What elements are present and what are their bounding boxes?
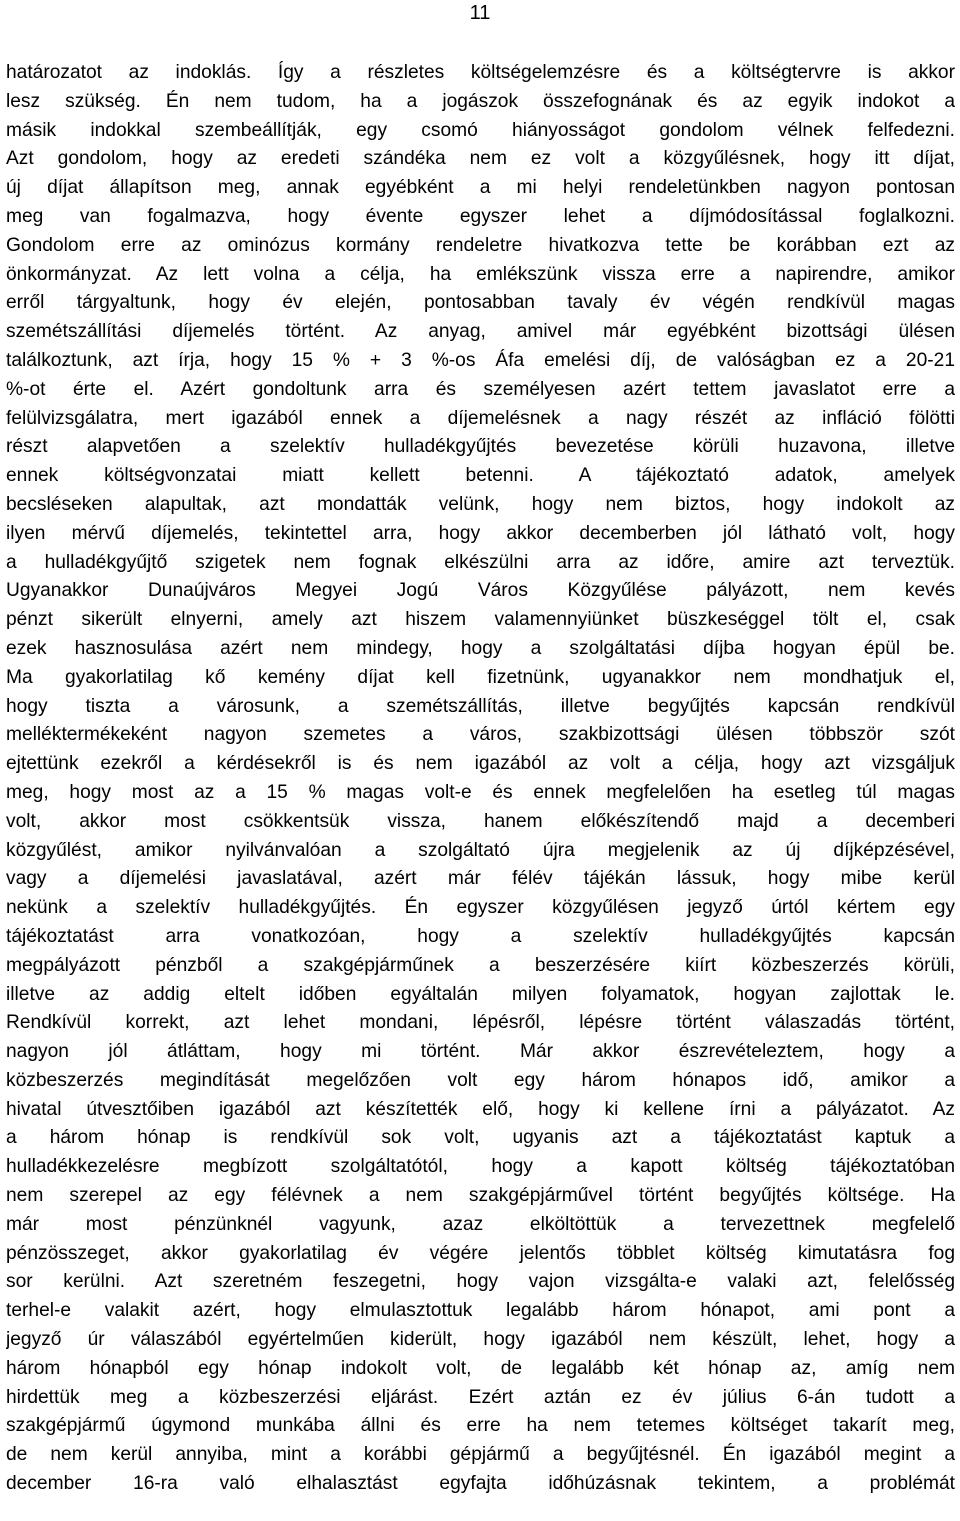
text-line: december 16-ra való elhalasztást egyfajta időhúzásnak tekintem, a problémát: [6, 1473, 955, 1495]
text-line: határozatot az indoklás. Így a részletes költségelemzésre és a költségtervre is akkor: [6, 62, 955, 83]
text-line: jegyző úr válaszából egyértelműen kiderült, hogy igazából nem készült, lehet, hogy a: [6, 1329, 955, 1351]
text-line: %-ot érte el. Azért gondoltunk arra és személyesen azért tettem javaslatot erre a: [6, 378, 955, 400]
text-line: ejtettünk ezekről a kérdésekről is és nem igazából az volt a célja, hogy azt vizsgáljuk: [6, 753, 955, 775]
text-line: nekünk a szelektív hulladékgyűjtés. Én egyszer közgyűlésen jegyző úrtól kértem egy: [6, 897, 955, 919]
text-line: ennek költségvonzatai miatt kellett betenni. A tájékoztató adatok, amelyek: [6, 465, 955, 487]
text-line: részt alapvetően a szelektív hulladékgyűjtés bevezetése körüli huzavona, illetve: [6, 436, 955, 458]
text-line: három hónapból egy hónap indokolt volt, de legalább két hónap az, amíg nem: [6, 1357, 955, 1379]
text-line: Ugyanakkor Dunaújváros Megyei Jogú Város Közgyűlése pályázott, nem kevés: [6, 580, 955, 602]
text-line: becsléseken alapultak, azt mondatták velünk, hogy nem biztos, hogy indokolt az: [6, 493, 955, 515]
text-line: a három hónap is rendkívül sok volt, ugyanis azt a tájékoztatást kaptuk a: [6, 1127, 955, 1149]
text-line: másik indokkal szembeállítják, egy csomó hiányosságot gondolom vélnek felfedezni.: [6, 119, 955, 141]
text-line: de nem kerül annyiba, mint a korábbi gépjármű a begyűjtésnél. Én igazából megint a: [6, 1444, 955, 1466]
text-line: Gondolom erre az ominózus kormány rendeletre hivatkozva tette be korábban ezt az: [6, 234, 955, 256]
text-line: pénzösszeget, akkor gyakorlatilag év végére jelentős többlet költség kimutatásra fog: [6, 1242, 955, 1264]
text-line: már most pénzünknél vagyunk, azaz elköltöttük a tervezettnek megfelelő: [6, 1213, 955, 1235]
text-line: Rendkívül korrekt, azt lehet mondani, lépésről, lépésre történt válaszadás történt,: [6, 1012, 955, 1034]
text-line: volt, akkor most csökkentsük vissza, hanem előkészítendő majd a decemberi: [6, 810, 955, 832]
text-line: közbeszerzés megindítását megelőzően volt egy három hónapos idő, amikor a: [6, 1069, 955, 1091]
text-line: közgyűlést, amikor nyilvánvalóan a szolgáltató újra megjelenik az új díjképzésével,: [6, 839, 955, 861]
text-line: meg van fogalmazva, hogy évente egyszer lehet a díjmódosítással foglalkozni.: [6, 205, 955, 227]
text-line: Ma gyakorlatilag kő kemény díjat kell fizetnünk, ugyanakkor nem mondhatjuk el,: [6, 666, 955, 688]
text-line: hulladékkezelésre megbízott szolgáltatótól, hogy a kapott költség tájékoztatóban: [6, 1156, 955, 1178]
text-line: találkoztunk, azt írja, hogy 15 % + 3 %-os Áfa emelési díj, de valóságban ez a 20-21: [6, 349, 955, 371]
text-line: sor kerülni. Azt szeretném feszegetni, hogy vajon vizsgálta-e valaki azt, felelősség: [6, 1271, 955, 1293]
text-line: vagy a díjemelési javaslatával, azért már félév tájékán lássuk, hogy mibe kerül: [6, 868, 955, 890]
text-line: önkormányzat. Az lett volna a célja, ha emlékszünk vissza erre a napirendre, amikor: [6, 263, 955, 285]
text-line: lesz szükség. Én nem tudom, ha a jogászok összefognának és az egyik indokot a: [6, 90, 955, 112]
text-line: nem szerepel az egy félévnek a nem szakgépjárművel történt begyűjtés költsége. Ha: [6, 1185, 955, 1207]
page-number: 11: [469, 2, 491, 24]
text-line: illetve az addig eltelt időben egyáltalán milyen folyamatok, hogyan zajlottak le.: [6, 983, 955, 1005]
text-line: tájékoztatást arra vonatkozóan, hogy a szelektív hulladékgyűjtés kapcsán: [6, 925, 955, 947]
text-line: megpályázott pénzből a szakgépjárműnek a beszerzésére kiírt közbeszerzés körüli,: [6, 954, 955, 976]
text-line: a hulladékgyűjtő szigetek nem fognak elkészülni arra az időre, amire azt terveztük.: [6, 551, 955, 573]
text-line: meg, hogy most az a 15 % magas volt-e és ennek megfelelően ha esetleg túl magas: [6, 781, 955, 803]
text-line: ezek hasznosulása azért nem mindegy, hogy a szolgáltatási díjba hogyan épül be.: [6, 637, 955, 659]
text-line: erről tárgyaltunk, hogy év elején, pontosabban tavaly év végén rendkívül magas: [6, 292, 955, 314]
text-line: felülvizsgálatra, mert igazából ennek a díjemelésnek a nagy részét az infláció fölötti: [6, 407, 955, 429]
text-line: hivatal útvesztőiben igazából azt készítették elő, hogy ki kellene írni a pályázatot. Az: [6, 1098, 955, 1120]
text-line: hirdettük meg a közbeszerzési eljárást. Ezért aztán ez év július 6-án tudott a: [6, 1386, 955, 1408]
text-line: nagyon jól átláttam, hogy mi történt. Már akkor észrevételeztem, hogy a: [6, 1041, 955, 1063]
text-line: melléktermékeként nagyon szemetes a város, szakbizottsági ülésen többször szót: [6, 724, 955, 746]
text-line: pénzt sikerült elnyerni, amely azt hiszem valamennyiünket büszkeséggel tölt el, csak: [6, 609, 955, 631]
text-line: szakgépjármű úgymond munkába állni és erre ha nem tetemes költséget takarít meg,: [6, 1415, 955, 1437]
text-line: új díjat állapítson meg, annak egyébként a mi helyi rendeletünkben nagyon pontosan: [6, 177, 955, 199]
text-line: ilyen mérvű díjemelés, tekintettel arra, hogy akkor decemberben jól látható volt, hogy: [6, 522, 955, 544]
text-line: Azt gondolom, hogy az eredeti szándéka nem ez volt a közgyűlésnek, hogy itt díjat,: [6, 148, 955, 170]
body-text: [6, 59, 955, 1499]
text-line: hogy tiszta a városunk, a szemétszállítás, illetve begyűjtés kapcsán rendkívül: [6, 695, 955, 717]
text-line: terhel-e valakit azért, hogy elmulasztottuk legalább három hónapot, ami pont a: [6, 1300, 955, 1322]
text-line: szemétszállítási díjemelés történt. Az anyag, amivel már egyébként bizottsági ülésen: [6, 321, 955, 343]
